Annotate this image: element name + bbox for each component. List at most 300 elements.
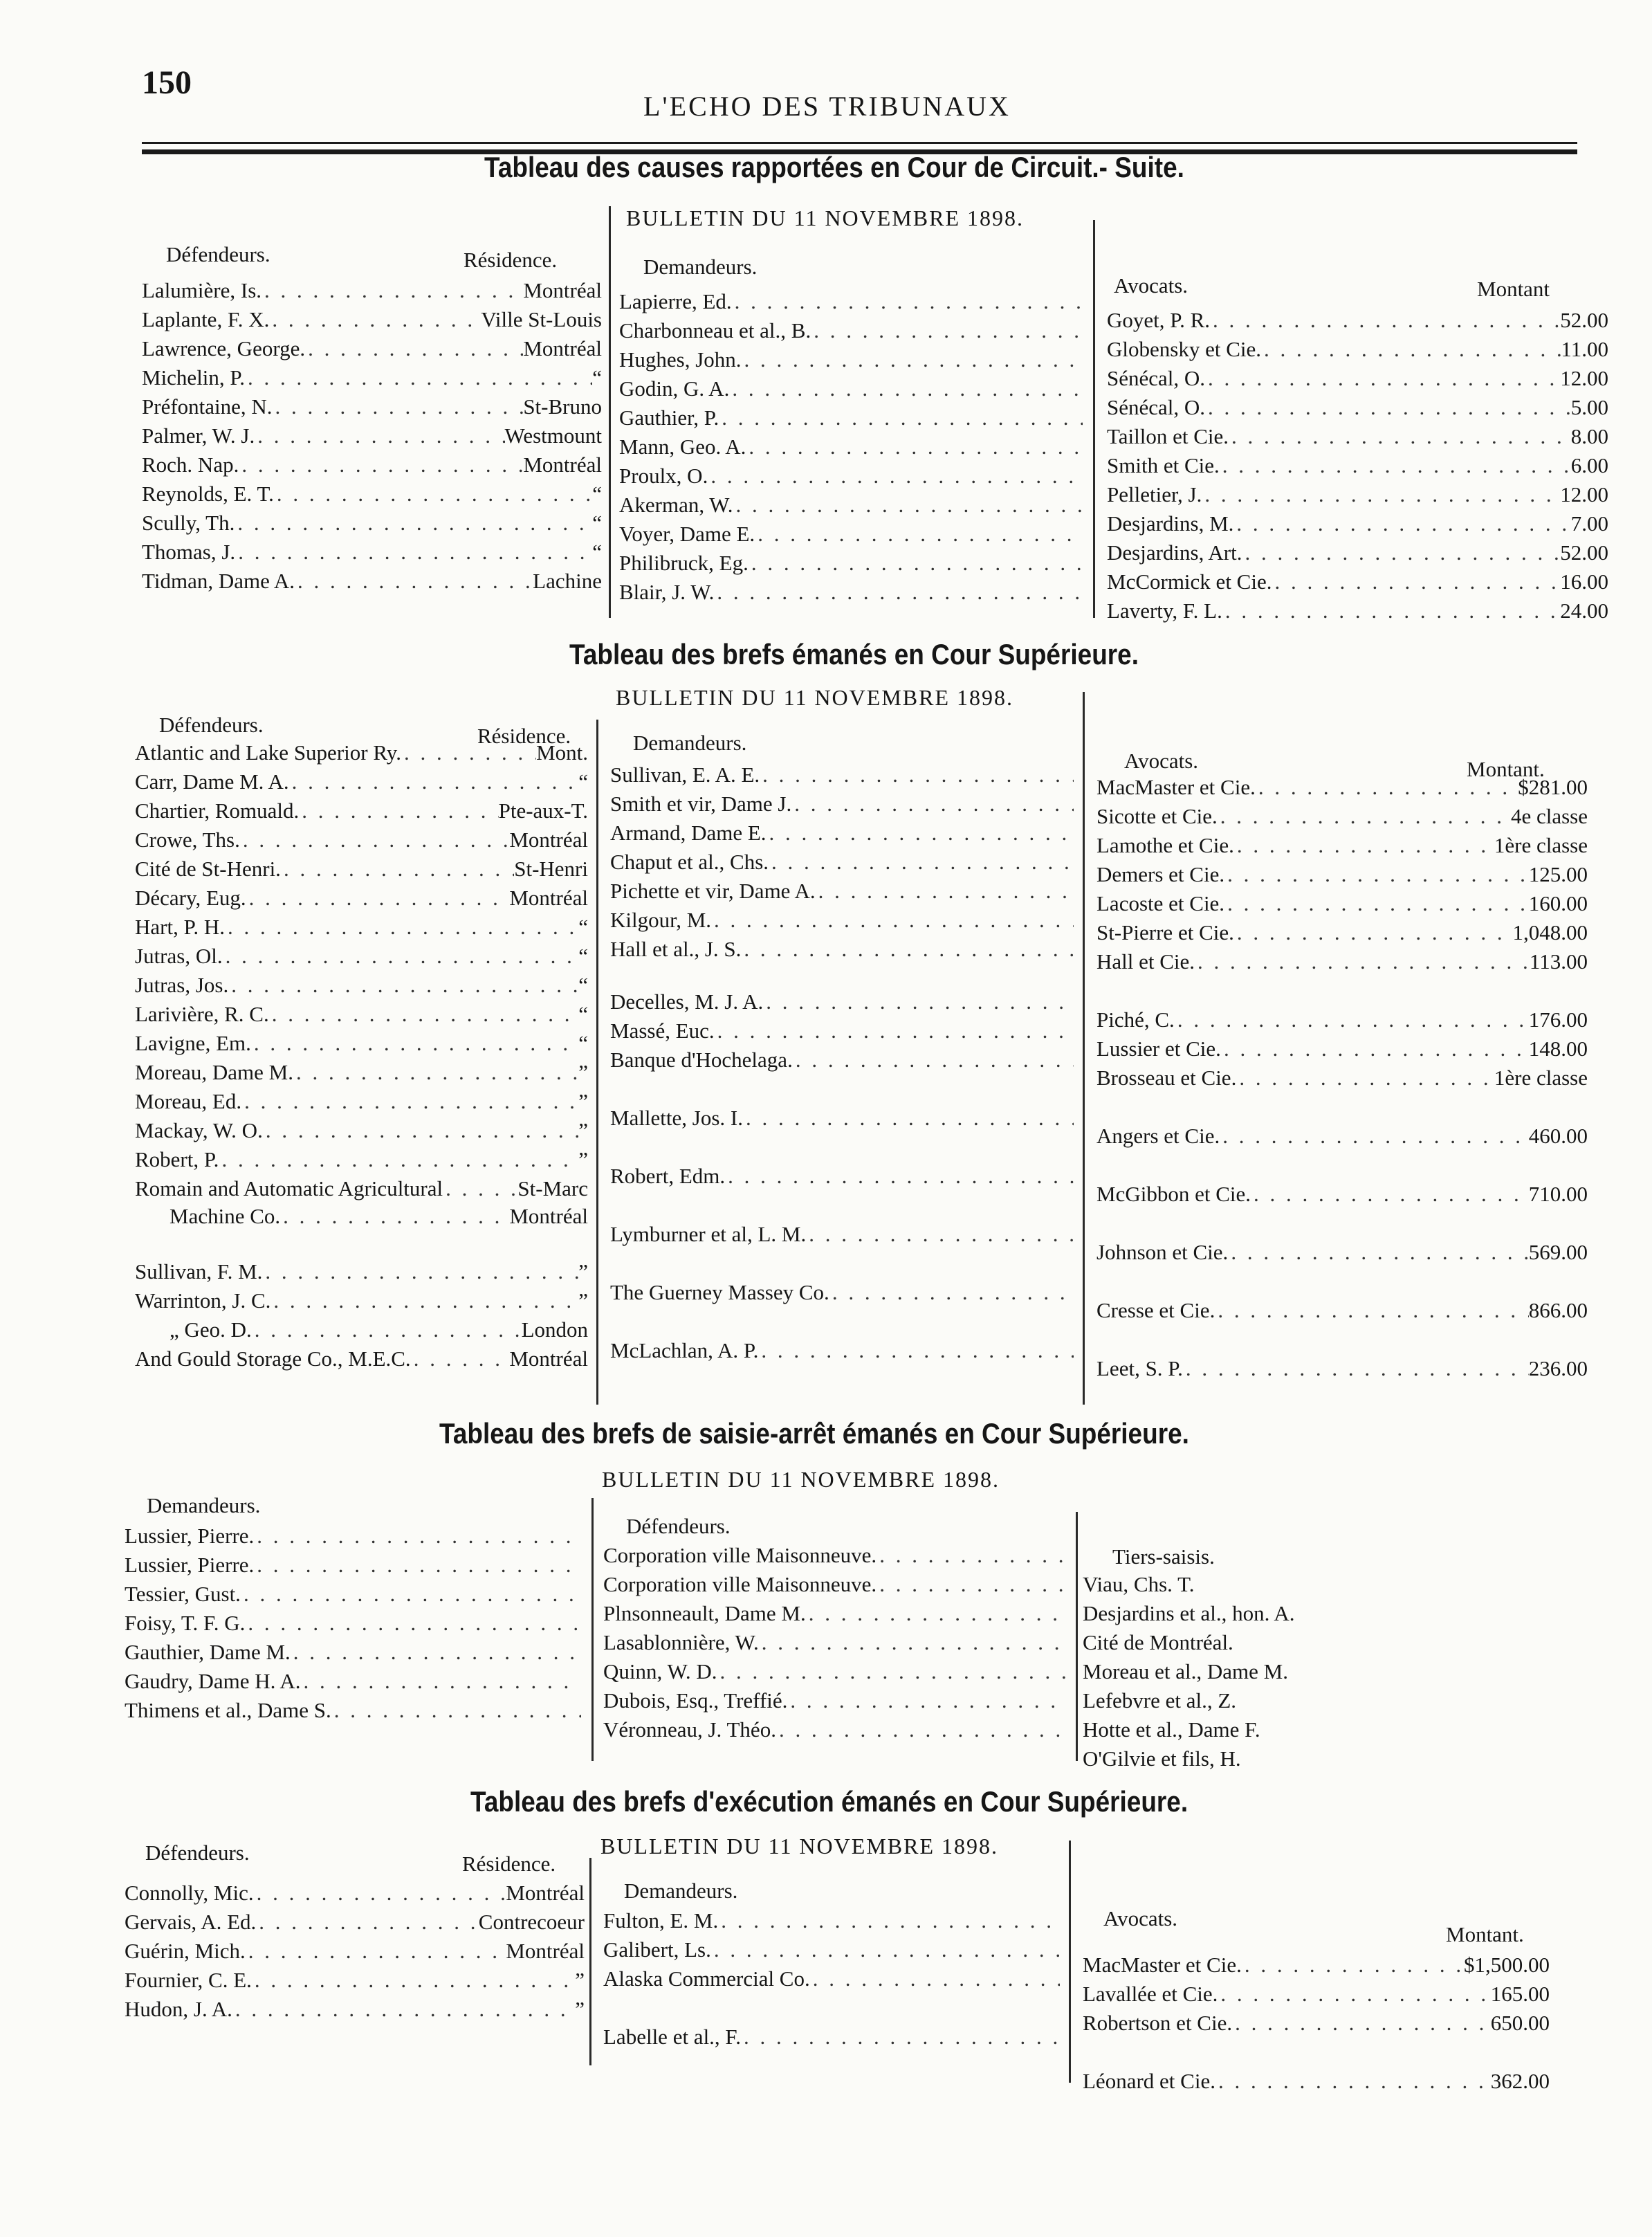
defendeur-row-value: Montréal xyxy=(509,828,588,852)
tiers-saisi-text: Desjardins et al., hon. A. xyxy=(1083,1601,1295,1625)
avocat-row-text: Lamothe et Cie. xyxy=(1096,833,1234,857)
defendeur-row-text: Scully, Th. xyxy=(142,511,235,535)
dot-leader xyxy=(806,1222,1074,1247)
tiers-saisi-row xyxy=(1083,1717,1567,1746)
avocat-row-value: 113.00 xyxy=(1529,949,1588,974)
avocat-row-value: 16.00 xyxy=(1560,569,1608,594)
defendeur-row xyxy=(135,1176,588,1205)
demandeur-row xyxy=(603,2025,1060,2054)
dot-leader xyxy=(1215,2069,1491,2094)
demandeur-row xyxy=(619,347,1083,376)
dot-leader xyxy=(811,318,1083,343)
defendeur-row-text: Lawrence, George. xyxy=(142,336,306,360)
column-rule xyxy=(1093,220,1095,618)
dot-leader xyxy=(223,944,579,969)
dot-leader xyxy=(741,937,1074,962)
dot-leader xyxy=(1218,804,1511,829)
dot-leader xyxy=(725,1164,1074,1189)
demandeur-row xyxy=(610,763,1074,792)
defendeur-row xyxy=(135,1346,588,1376)
dot-leader xyxy=(269,307,481,332)
demandeur-row-text: The Guerney Massey Co. xyxy=(610,1280,829,1304)
dot-leader xyxy=(791,792,1074,816)
defendeur-row xyxy=(142,278,602,307)
demandeur-row xyxy=(125,1640,581,1669)
dot-leader xyxy=(411,1346,510,1371)
dot-leader xyxy=(787,1688,1067,1713)
avocat-row-text: Sénécal, O. xyxy=(1107,395,1206,419)
dot-leader xyxy=(1229,424,1571,449)
section-title: Tableau des brefs de saisie-arrêt émanés en Cour Supérieure. xyxy=(439,1417,1189,1450)
defendeur-row-text: Tidman, Dame A. xyxy=(142,569,295,593)
avocat-row-text: Lussier et Cie. xyxy=(1096,1037,1221,1061)
demandeur-row-text: Godin, G. A. xyxy=(619,376,730,401)
dot-leader xyxy=(1205,366,1560,391)
demandeur-row xyxy=(610,1019,1074,1048)
dot-leader xyxy=(1210,308,1560,333)
dot-leader xyxy=(1224,862,1529,887)
dot-leader xyxy=(743,1106,1074,1131)
dot-leader xyxy=(711,908,1074,933)
demandeur-row-text: Akerman, W. xyxy=(619,493,733,517)
tiers-saisi-text: Hotte et al., Dame F. xyxy=(1083,1717,1260,1742)
avocat-row xyxy=(1096,1007,1588,1037)
avocat-row-value: $281.00 xyxy=(1518,775,1588,799)
defendeur-row-value: ” xyxy=(578,1089,588,1113)
demandeur-row-text: Kilgour, M. xyxy=(610,908,712,932)
dot-leader xyxy=(251,1031,578,1056)
demandeur-row-text: Tessier, Gust. xyxy=(125,1582,241,1606)
defendeur-row-value: “ xyxy=(592,482,602,506)
demandeur-row-text: Decelles, M. J. A. xyxy=(610,989,764,1014)
dot-leader xyxy=(829,1280,1074,1305)
col-head-demandeurs: Demandeurs. xyxy=(633,731,747,755)
dot-leader xyxy=(810,1966,1060,1991)
column-rule xyxy=(1069,1841,1071,2083)
avocat-row-value: 6.00 xyxy=(1570,453,1608,477)
dot-leader xyxy=(1233,511,1570,536)
defendeur-row-value: St-Marc xyxy=(517,1176,588,1200)
defendeur-row-text: Jutras, Ol. xyxy=(135,944,223,968)
col-head-defendeurs: Défendeurs. xyxy=(145,1841,250,1865)
dot-leader xyxy=(760,763,1074,787)
dot-leader xyxy=(755,522,1083,547)
defendeur-row-text: Moreau, Ed. xyxy=(135,1089,242,1113)
defendeur-row xyxy=(125,1910,585,1939)
dot-leader xyxy=(241,1089,578,1114)
dot-leader xyxy=(256,1910,479,1935)
demandeur-row-text: Hall et al., J. S. xyxy=(610,937,742,961)
defendeur-row-value: ” xyxy=(575,1997,585,2021)
demandeur-row xyxy=(603,1966,1060,1996)
dot-leader xyxy=(1220,453,1571,478)
avocat-row xyxy=(1096,1124,1588,1153)
demandeur-row-text: Sullivan, E. A. E. xyxy=(610,763,760,787)
dot-leader xyxy=(1205,395,1571,420)
defendeur-row-text: Hart, P. H. xyxy=(135,915,226,939)
dot-leader xyxy=(246,1939,506,1964)
dot-leader xyxy=(717,1659,1067,1684)
dot-leader xyxy=(269,1002,579,1027)
defendeur-row-value: ” xyxy=(575,1968,585,1992)
demandeur-row xyxy=(125,1611,581,1640)
defendeur-row xyxy=(135,1288,588,1317)
defendeur-row xyxy=(603,1543,1067,1572)
avocat-row xyxy=(1107,395,1608,424)
defendeur-row-text: Roch. Nap. xyxy=(142,453,239,477)
avocat-row xyxy=(1107,424,1608,453)
defendeur-row-text: Gervais, A. Ed. xyxy=(125,1910,257,1934)
demandeur-row xyxy=(619,493,1083,522)
defendeur-row-text: Fournier, C. E. xyxy=(125,1968,252,1992)
dot-leader xyxy=(793,1048,1074,1072)
tiers-saisi-row xyxy=(1083,1601,1567,1630)
demandeur-row-text: Gaudry, Dame H. A. xyxy=(125,1669,301,1693)
avocat-row-text: Globensky et Cie. xyxy=(1107,337,1261,361)
dot-leader xyxy=(293,1060,578,1085)
demandeur-row xyxy=(125,1582,581,1611)
demandeur-row-text: McLachlan, A. P. xyxy=(610,1338,759,1362)
defendeur-row-text: Sullivan, F. M. xyxy=(135,1259,263,1284)
dot-leader xyxy=(254,1881,506,1906)
demandeur-row-text: Charbonneau et al., B. xyxy=(619,318,811,343)
defendeur-row xyxy=(603,1630,1067,1659)
avocat-row xyxy=(1107,308,1608,337)
defendeur-row xyxy=(125,1881,585,1910)
dot-leader xyxy=(239,453,523,477)
defendeur-row-text: Reynolds, E. T. xyxy=(142,482,274,506)
avocat-row-value: 569.00 xyxy=(1528,1240,1588,1264)
defendeur-row-value: Montréal xyxy=(509,886,588,910)
avocat-row-value: 7.00 xyxy=(1570,511,1608,536)
demandeur-row-text: Gauthier, Dame M. xyxy=(125,1640,291,1664)
dot-leader xyxy=(1234,833,1494,858)
avocat-row-text: Smith et Cie. xyxy=(1107,453,1220,477)
dot-leader xyxy=(1215,1298,1528,1323)
dot-leader xyxy=(1234,920,1513,945)
defendeur-row xyxy=(603,1659,1067,1688)
defendeur-row xyxy=(135,944,588,973)
demandeur-row xyxy=(619,435,1083,464)
dot-leader xyxy=(711,1937,1060,1962)
defendeur-row-text: Robert, P. xyxy=(135,1147,219,1171)
column-rule xyxy=(591,1498,594,1761)
avocat-row-text: MacMaster et Cie. xyxy=(1096,775,1256,799)
section-title: Tableau des brefs d'exécution émanés en Cour Supérieure. xyxy=(470,1785,1188,1818)
dot-leader xyxy=(261,278,523,303)
column-rule xyxy=(589,1858,591,2065)
avocat-row xyxy=(1096,775,1588,804)
tiers-saisi-text: Viau, Chs. T. xyxy=(1083,1572,1195,1596)
defendeur-row-value: Montréal xyxy=(509,1346,588,1371)
defendeur-row-value: “ xyxy=(578,769,588,794)
defendeur-row-value: ” xyxy=(578,1288,588,1313)
dot-leader xyxy=(877,1572,1067,1597)
defendeur-row-value: ” xyxy=(578,1118,588,1142)
dot-leader xyxy=(299,798,498,823)
avocat-row-text: McGibbon et Cie. xyxy=(1096,1182,1251,1206)
avocat-row-text: Hall et Cie. xyxy=(1096,949,1195,974)
defendeur-row xyxy=(603,1688,1067,1717)
defendeur-row-text: And Gould Storage Co., M.E.C. xyxy=(135,1346,411,1371)
defendeur-row xyxy=(135,828,588,857)
demandeur-row-text: Labelle et al., F. xyxy=(603,2025,741,2049)
demandeur-row-text: Galibert, Ls. xyxy=(603,1937,711,1962)
avocat-row xyxy=(1096,920,1588,949)
avocat-row xyxy=(1096,862,1588,891)
defendeur-row xyxy=(142,569,602,598)
column-rule xyxy=(1083,692,1085,1405)
demandeur-row xyxy=(619,580,1083,609)
defendeur-row-value: Westmount xyxy=(504,423,602,448)
defendeur-row-value: ” xyxy=(578,1060,588,1084)
column-rule xyxy=(609,206,611,618)
demandeur-row-text: Banque d'Hochelaga. xyxy=(610,1048,793,1072)
dot-leader xyxy=(1175,1007,1529,1032)
dot-leader xyxy=(718,1908,1060,1933)
demandeur-row xyxy=(610,821,1074,850)
defendeur-row xyxy=(135,886,588,915)
avocat-row-value: 12.00 xyxy=(1560,366,1608,390)
dot-leader xyxy=(219,1147,578,1172)
col-head-tiers: Tiers-saisis. xyxy=(1112,1544,1215,1569)
col-head-residence: Résidence. xyxy=(464,248,558,272)
demandeur-row xyxy=(125,1669,581,1698)
dot-leader xyxy=(401,740,536,765)
dot-leader xyxy=(246,886,510,911)
defendeur-row-value: “ xyxy=(578,973,588,997)
demandeur-row-text: Massé, Euc. xyxy=(610,1019,715,1043)
dot-leader xyxy=(769,850,1074,875)
defendeur-row xyxy=(135,1259,588,1288)
demandeur-row-text: Mann, Geo. A. xyxy=(619,435,746,459)
dot-leader xyxy=(746,435,1083,459)
defendeur-row-value: “ xyxy=(592,540,602,564)
dot-leader xyxy=(262,1259,578,1284)
avocat-row xyxy=(1096,1356,1588,1385)
dot-leader xyxy=(235,540,592,565)
defendeur-row xyxy=(142,511,602,540)
dot-leader xyxy=(280,1204,509,1229)
dot-leader xyxy=(767,821,1074,846)
defendeur-row-value: “ xyxy=(578,1031,588,1055)
avocat-row-value: 24.00 xyxy=(1560,599,1608,623)
dot-leader xyxy=(232,1997,575,2022)
demandeur-row-text: Smith et vir, Dame J. xyxy=(610,792,792,816)
defendeur-row-text: Lasablonnière, W. xyxy=(603,1630,759,1654)
demandeur-row-text: Lymburner et al, L. M. xyxy=(610,1222,807,1246)
avocat-row-value: 176.00 xyxy=(1528,1007,1588,1032)
avocat-row xyxy=(1107,511,1608,540)
dot-leader xyxy=(252,1317,522,1342)
col-head-demandeurs: Demandeurs. xyxy=(643,255,758,279)
dot-leader xyxy=(1251,1182,1529,1207)
defendeur-row xyxy=(125,1968,585,1997)
defendeur-row-text: Guérin, Mich. xyxy=(125,1939,246,1963)
defendeur-row-text: Lalumière, Is. xyxy=(142,278,262,302)
demandeur-row xyxy=(610,1338,1074,1367)
tiers-saisi-row xyxy=(1083,1688,1567,1717)
page-number: 150 xyxy=(142,64,192,101)
avocat-row-text: Johnson et Cie. xyxy=(1096,1240,1229,1264)
defendeur-row xyxy=(169,1317,588,1346)
defendeur-row-text: Jutras, Jos. xyxy=(135,973,229,997)
col-head-avocats: Avocats. xyxy=(1114,273,1188,298)
dot-leader xyxy=(719,405,1083,430)
defendeur-row xyxy=(135,798,588,828)
defendeur-row xyxy=(135,1118,588,1147)
defendeur-row xyxy=(135,740,588,769)
defendeur-row-text: Connolly, Mic. xyxy=(125,1881,254,1905)
dot-leader xyxy=(729,376,1083,401)
demandeur-row-text: Gauthier, P. xyxy=(619,405,719,430)
defendeur-row xyxy=(135,915,588,944)
dot-leader xyxy=(241,1582,581,1607)
avocat-row-text: Brosseau et Cie. xyxy=(1096,1066,1237,1090)
dot-leader xyxy=(443,1176,517,1201)
avocat-row-value: 236.00 xyxy=(1528,1356,1588,1380)
avocat-row-value: 5.00 xyxy=(1570,395,1608,419)
defendeur-row-value: “ xyxy=(578,915,588,939)
avocat-row-value: 8.00 xyxy=(1570,424,1608,448)
column-rule xyxy=(596,720,598,1405)
defendeur-row xyxy=(142,453,602,482)
defendeur-row xyxy=(135,1147,588,1176)
bulletin-date: BULLETIN DU 11 NOVEMBRE 1898. xyxy=(616,685,1013,710)
demandeur-row-text: Armand, Dame E. xyxy=(610,821,767,845)
dot-leader xyxy=(225,915,578,940)
avocat-row-value: 12.00 xyxy=(1560,482,1608,506)
avocat-row-text: Desjardins, Art. xyxy=(1107,540,1242,565)
avocat-row xyxy=(1083,1953,1550,1982)
defendeur-row-text: Corporation ville Maisonneuve. xyxy=(603,1543,877,1567)
avocat-row xyxy=(1107,540,1608,569)
dot-leader xyxy=(708,464,1083,489)
avocat-row xyxy=(1107,453,1608,482)
col-head-residence: Résidence. xyxy=(462,1852,556,1876)
defendeur-row-value: “ xyxy=(578,944,588,968)
defendeur-row-text: Dubois, Esq., Treffié. xyxy=(603,1688,788,1713)
dot-leader xyxy=(715,1019,1074,1043)
avocat-row-text: Laverty, F. L. xyxy=(1107,599,1222,623)
avocat-row xyxy=(1096,891,1588,920)
defendeur-row-value: St-Bruno xyxy=(523,394,602,419)
demandeur-row-text: Fulton, E. M. xyxy=(603,1908,719,1933)
defendeur-row-value: “ xyxy=(592,365,602,390)
defendeur-row-text: Thomas, J. xyxy=(142,540,236,564)
defendeur-row xyxy=(142,394,602,423)
demandeur-row xyxy=(610,1280,1074,1309)
tiers-saisi-text: Cité de Montréal. xyxy=(1083,1630,1233,1654)
dot-leader xyxy=(235,511,592,536)
demandeur-row-text: Foisy, T. F. G. xyxy=(125,1611,246,1635)
dot-leader xyxy=(305,336,523,361)
demandeur-row xyxy=(619,551,1083,580)
avocat-row-text: Lacoste et Cie. xyxy=(1096,891,1225,915)
dot-leader xyxy=(759,1630,1067,1655)
defendeur-row-text: Larivière, R. C. xyxy=(135,1002,269,1026)
defendeur-row xyxy=(135,1060,588,1089)
demandeur-row xyxy=(125,1698,581,1727)
defendeur-row-text: Mackay, W. O. xyxy=(135,1118,263,1142)
defendeur-row-text: Décary, Eug. xyxy=(135,886,246,910)
dot-leader xyxy=(806,1601,1067,1626)
dot-leader xyxy=(1236,1066,1494,1090)
avocat-row-value: 148.00 xyxy=(1528,1037,1588,1061)
avocat-row-value: 710.00 xyxy=(1528,1182,1588,1206)
col-head-defendeurs: Défendeurs. xyxy=(626,1514,731,1538)
defendeur-row-text: Crowe, Ths. xyxy=(135,828,240,852)
avocat-row xyxy=(1083,2069,1550,2098)
avocat-row-text: Goyet, P. R. xyxy=(1107,308,1210,332)
dot-leader xyxy=(1218,1982,1490,2007)
dot-leader xyxy=(255,423,504,448)
dot-leader xyxy=(1221,1037,1529,1061)
avocat-row xyxy=(1096,1240,1588,1269)
demandeur-row xyxy=(610,1222,1074,1251)
dot-leader xyxy=(295,569,533,594)
column-rule xyxy=(1076,1512,1078,1761)
defendeur-row-value: Ville St-Louis xyxy=(481,307,602,331)
demandeur-row-text: Blair, J. W. xyxy=(619,580,715,604)
defendeur-row-text: Moreau, Dame M. xyxy=(135,1060,293,1084)
defendeur-row-value: Pte-aux-T. xyxy=(498,798,588,823)
dot-leader xyxy=(245,1611,581,1636)
bulletin-date: BULLETIN DU 11 NOVEMBRE 1898. xyxy=(602,1467,1000,1492)
dot-leader xyxy=(270,1288,578,1313)
defendeur-row-value: Montréal xyxy=(523,336,602,360)
demandeur-row-text: Philibruck, Eg. xyxy=(619,551,749,575)
dot-leader xyxy=(816,879,1074,904)
avocat-row-value: 460.00 xyxy=(1528,1124,1588,1148)
dot-leader xyxy=(254,1553,581,1578)
avocat-row-value: 52.00 xyxy=(1560,540,1608,565)
defendeur-row-text: Plnsonneault, Dame M. xyxy=(603,1601,806,1625)
demandeur-row-text: Thimens et al., Dame S. xyxy=(125,1698,331,1722)
demandeur-row-text: Pichette et vir, Dame A. xyxy=(610,879,816,903)
col-head-residence: Résidence. xyxy=(477,724,571,748)
defendeur-row-text: Machine Co. xyxy=(169,1204,281,1228)
dot-leader xyxy=(1183,1356,1529,1381)
demandeur-row xyxy=(619,464,1083,493)
avocat-row-value: 1ère classe xyxy=(1494,833,1588,857)
defendeur-row-text: „ Geo. D. xyxy=(169,1317,252,1342)
dot-leader xyxy=(291,1640,581,1665)
dot-leader xyxy=(776,1717,1067,1742)
avocat-row xyxy=(1083,2011,1550,2040)
avocat-row-text: St-Pierre et Cie. xyxy=(1096,920,1234,944)
dot-leader xyxy=(254,1524,581,1549)
avocat-row-text: Sénécal, O. xyxy=(1107,366,1206,390)
avocat-row-value: 11.00 xyxy=(1561,337,1608,361)
defendeur-row-text: Hudon, J. A. xyxy=(125,1997,232,2021)
demandeur-row xyxy=(619,376,1083,405)
avocat-row xyxy=(1096,1037,1588,1066)
dot-leader xyxy=(1242,540,1560,565)
demandeur-row xyxy=(610,1048,1074,1077)
tiers-saisi-text: Lefebvre et al., Z. xyxy=(1083,1688,1237,1713)
defendeur-row-text: Carr, Dame M. A. xyxy=(135,769,289,794)
demandeur-row xyxy=(610,989,1074,1019)
defendeur-row-value: Montréal xyxy=(506,1881,585,1905)
demandeur-row-text: Proulx, O. xyxy=(619,464,708,488)
dot-leader xyxy=(714,580,1083,605)
defendeur-row xyxy=(135,973,588,1002)
defendeur-row xyxy=(142,482,602,511)
defendeur-row-text: Véronneau, J. Théo. xyxy=(603,1717,776,1742)
col-head-defendeurs: Défendeurs. xyxy=(159,713,264,737)
dot-leader xyxy=(732,289,1083,314)
